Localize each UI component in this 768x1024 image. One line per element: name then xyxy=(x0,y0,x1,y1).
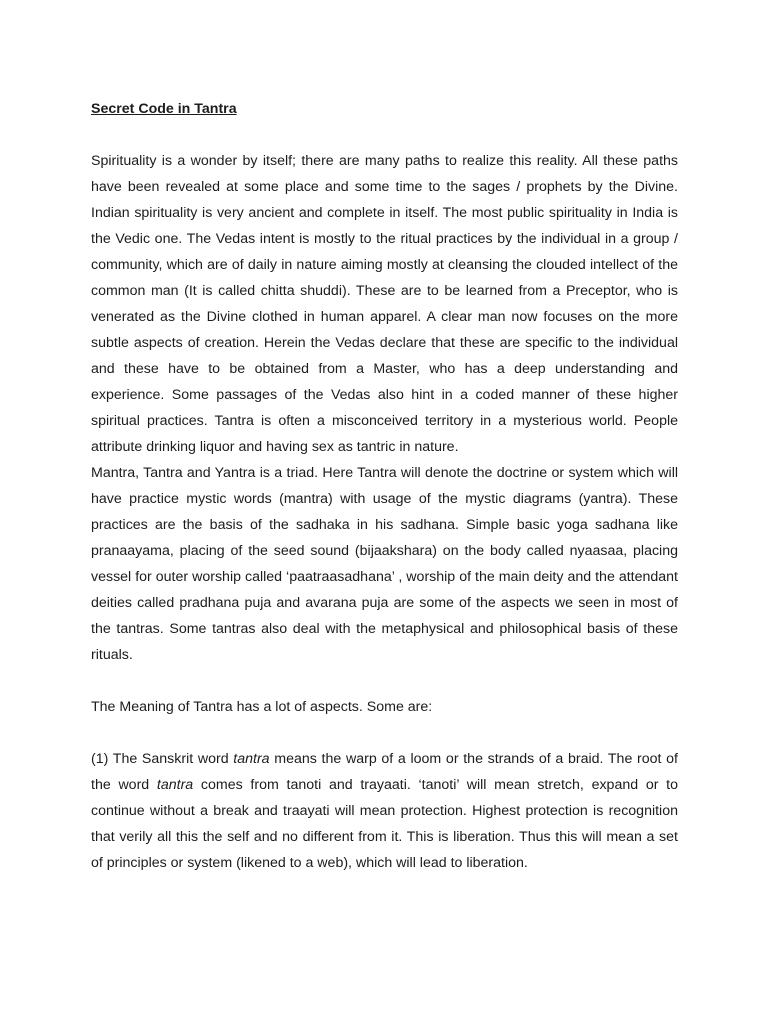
paragraph-mantra-tantra-yantra: Mantra, Tantra and Yantra is a triad. Here Tantra will denote the doctrine or system which will have practice mystic words (mantra) with usage of the mystic diagrams (yantra). These practices are the basis of the sadhaka in his sadhana. Simple basic yoga sadhana like pranaayama, placing of the seed sound (bijaakshara) on the body called nyaasaa, placing vessel for outer worship called ‘paatraasadhana’ , worship of the main deity and the attendant deities called pradhana puja and avarana puja are some of the aspects we seen in most of the tantras. Some tantras also deal with the metaphysical and philosophical basis of these rituals. xyxy=(91,465,678,663)
point1-text-c: comes from tanoti and trayaati. ‘tanoti’ will mean stretch, expand or to continue without a break and traayati will mean protection. Highest protection is recognition that verily all this the self and no different from it. This is liberation. Thus this will mean a set of principles or system (likened to a web), which will lead to liberation. xyxy=(91,777,679,871)
point1-emphasis-tantra-1: tantra xyxy=(233,751,270,767)
point1-text-a: (1) The Sanskrit word xyxy=(91,751,234,767)
paragraph-spirituality: Spirituality is a wonder by itself; there are many paths to realize this reality. All these paths have been revealed at some place and some time to the sages / prophets by the Divine. Indian spirituality is very ancient and complete in itself. The most public spirituality in India is the Vedic one. The Vedas intent is mostly to the ritual practices by the individual in a group / community, which are of daily in nature aiming mostly at cleansing the clouded intellect of the common man (It is called chitta shuddi). These are to be learned from a Preceptor, who is venerated as the Divine clothed in human apparel. A clear man now focuses on the more subtle aspects of creation. Herein the Vedas declare that these are specific to the individual and these have to be obtained from a Master, who has a deep understanding and experience. Some passages of the Vedas also hint in a coded manner of these higher spiritual practices. Tantra is often a misconceived territory in a mysterious world. People attribute drinking liquor and having sex as tantric in nature. xyxy=(91,153,678,455)
point1-emphasis-tantra-2: tantra xyxy=(156,777,194,793)
paragraph-point-1 xyxy=(91,746,678,876)
point1-text-b: means the warp of a loom or the strands of a braid. The root of the word xyxy=(91,751,678,793)
document-title: Secret Code in Tantra xyxy=(91,101,237,117)
paragraph-meaning-intro: The Meaning of Tantra has a lot of aspects. Some are: xyxy=(91,699,433,715)
document-page xyxy=(91,96,678,876)
